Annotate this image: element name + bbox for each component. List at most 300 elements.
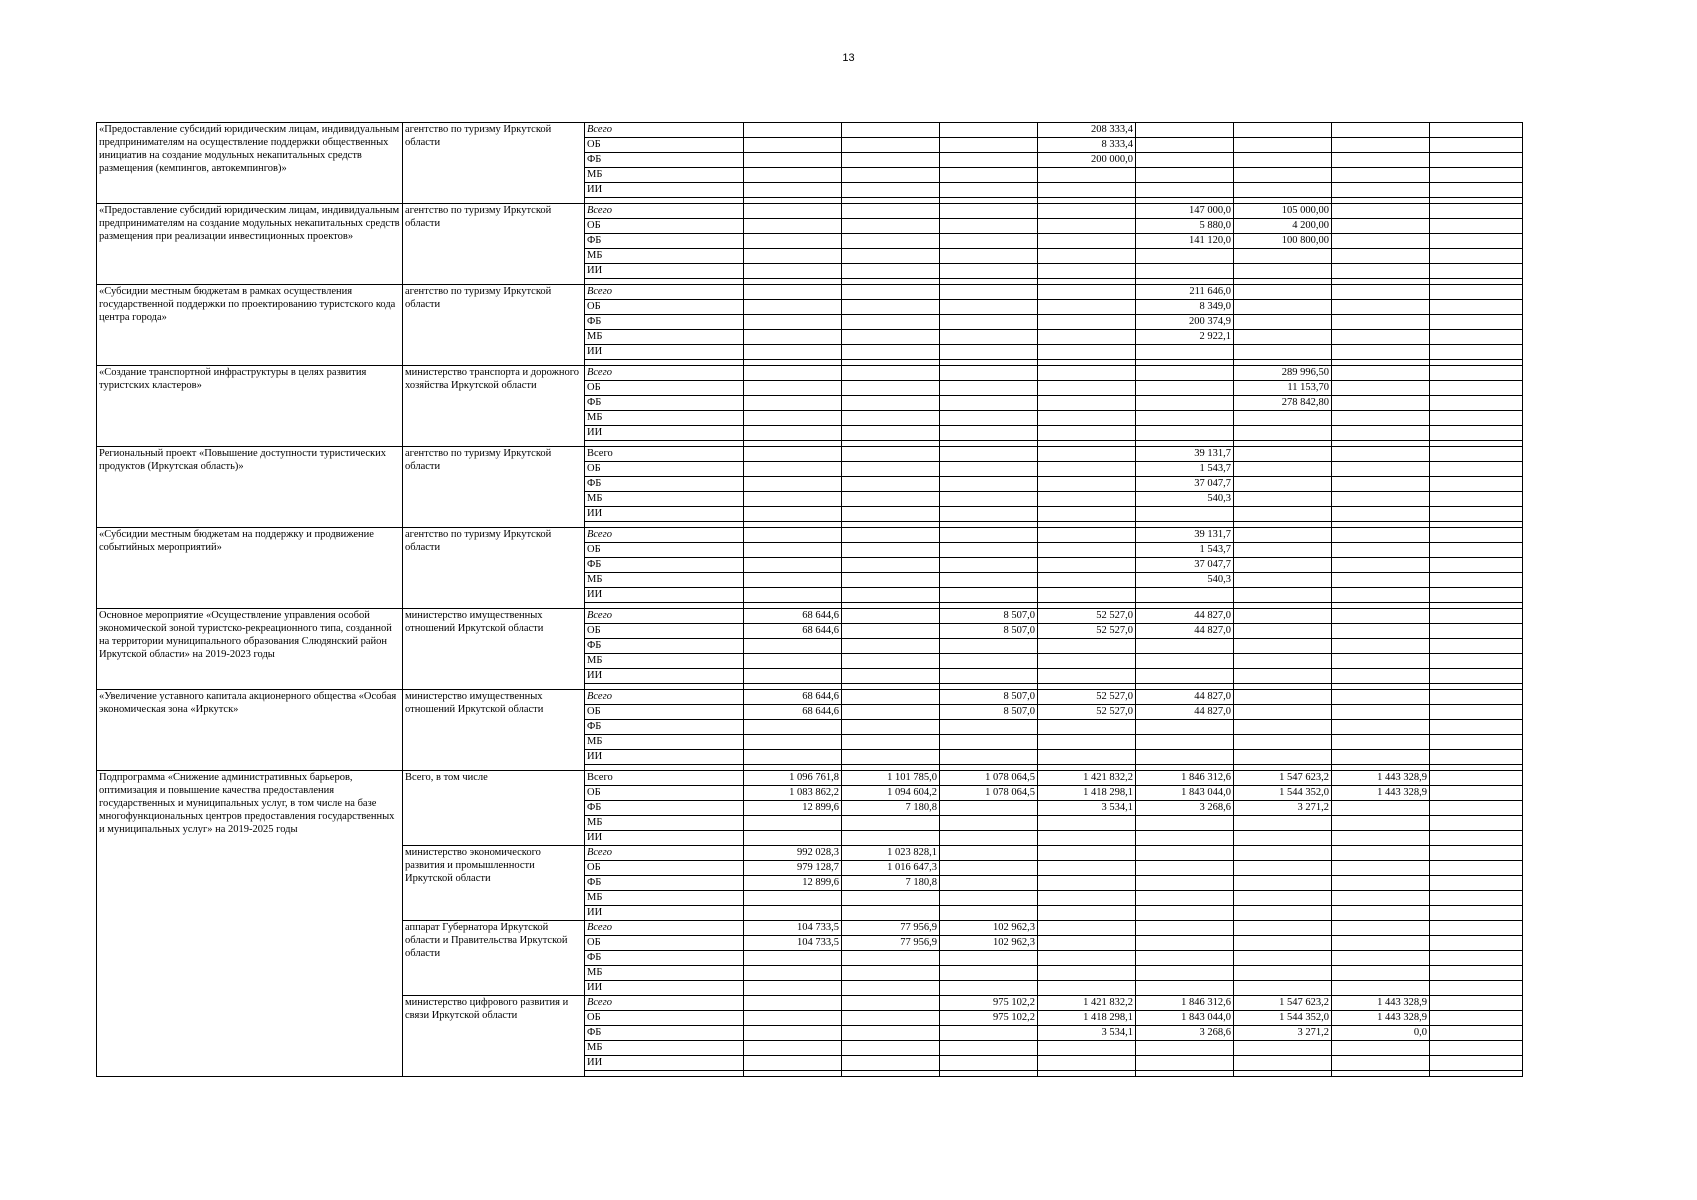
value-cell [1430,558,1523,573]
value-cell [744,345,842,360]
value-cell: 44 827,0 [1136,624,1234,639]
value-cell [842,234,940,249]
funding-source: МБ [585,966,744,981]
value-cell [1332,735,1430,750]
value-cell [842,492,940,507]
funding-source: ФБ [585,558,744,573]
spacer-cell [1332,1071,1430,1077]
value-cell [1430,507,1523,522]
value-cell [1038,264,1136,279]
value-cell: 1 843 044,0 [1136,786,1234,801]
value-cell [744,543,842,558]
value-cell [1332,507,1430,522]
value-cell [1430,876,1523,891]
value-cell [1038,936,1136,951]
value-cell [1038,204,1136,219]
value-cell [1430,654,1523,669]
value-cell [842,966,940,981]
funding-source: Всего [585,846,744,861]
value-cell [1136,951,1234,966]
value-cell [1234,936,1332,951]
funding-source: ИИ [585,1056,744,1071]
value-cell: 1 078 064,5 [940,786,1038,801]
value-cell [1234,1056,1332,1071]
value-cell [1430,669,1523,684]
value-cell [1234,669,1332,684]
value-cell [842,477,940,492]
value-cell: 1 443 328,9 [1332,786,1430,801]
value-cell: 1 544 352,0 [1234,786,1332,801]
executor-cell: министерство цифрового развития и связи Иркутской области [403,996,585,1077]
value-cell [842,906,940,921]
value-cell [1430,936,1523,951]
value-cell [842,345,940,360]
value-cell: 208 333,4 [1038,123,1136,138]
measure-name: «Субсидии местным бюджетам в рамках осуществления государственной поддержки по проектированию туристского кода центра города» [97,285,403,366]
value-cell [1234,300,1332,315]
funding-source: ФБ [585,639,744,654]
value-cell [940,951,1038,966]
value-cell: 8 333,4 [1038,138,1136,153]
executor-cell: министерство имущественных отношений Иркутской области [403,690,585,771]
table-row [97,771,1523,786]
value-cell [1430,951,1523,966]
value-cell [842,168,940,183]
value-cell [1430,1026,1523,1041]
value-cell [940,735,1038,750]
value-cell [1332,492,1430,507]
value-cell [940,492,1038,507]
value-cell [842,1056,940,1071]
value-cell [1332,543,1430,558]
table-row [97,690,1523,705]
value-cell: 278 842,80 [1234,396,1332,411]
value-cell: 5 880,0 [1136,219,1234,234]
value-cell [1038,234,1136,249]
value-cell [1430,996,1523,1011]
value-cell [1332,1041,1430,1056]
value-cell [1038,735,1136,750]
value-cell [1332,381,1430,396]
value-cell [842,138,940,153]
value-cell [744,396,842,411]
value-cell: 12 899,6 [744,876,842,891]
value-cell [1332,330,1430,345]
value-cell [744,654,842,669]
value-cell [940,153,1038,168]
value-cell [1332,396,1430,411]
funding-source: ИИ [585,906,744,921]
funding-source: ИИ [585,588,744,603]
spacer-cell [940,1071,1038,1077]
funding-source: МБ [585,1041,744,1056]
value-cell: 1 547 623,2 [1234,996,1332,1011]
value-cell [1234,831,1332,846]
value-cell [940,204,1038,219]
value-cell [744,315,842,330]
value-cell [1136,183,1234,198]
value-cell [744,447,842,462]
value-cell [744,528,842,543]
value-cell [1332,639,1430,654]
value-cell [1136,588,1234,603]
value-cell [842,381,940,396]
value-cell [1234,966,1332,981]
value-cell [1430,639,1523,654]
value-cell [1234,846,1332,861]
table-row [97,528,1523,543]
value-cell [1430,219,1523,234]
value-cell [1332,981,1430,996]
value-cell [1332,654,1430,669]
value-cell [842,750,940,765]
measure-name: Основное мероприятие «Осуществление управления особой экономической зоной туристско-рекреационного типа, созданной на территории муниципального образования Слюдянский район Иркутской области» на 2019-2023 годы [97,609,403,690]
value-cell: 540,3 [1136,492,1234,507]
value-cell [1430,123,1523,138]
funding-source: Всего [585,921,744,936]
value-cell [744,1056,842,1071]
table-row [97,447,1523,462]
value-cell [1038,300,1136,315]
value-cell [1332,876,1430,891]
value-cell [940,1026,1038,1041]
value-cell: 11 153,70 [1234,381,1332,396]
value-cell [1136,936,1234,951]
value-cell [940,381,1038,396]
value-cell [1234,891,1332,906]
value-cell [744,966,842,981]
funding-source: ОБ [585,543,744,558]
budget-table [96,122,1523,1077]
funding-source: ФБ [585,477,744,492]
value-cell [940,477,1038,492]
value-cell: 3 534,1 [1038,1026,1136,1041]
value-cell [1234,330,1332,345]
value-cell [744,588,842,603]
value-cell [744,183,842,198]
value-cell [1234,138,1332,153]
value-cell [1430,285,1523,300]
value-cell [1234,750,1332,765]
value-cell [940,507,1038,522]
value-cell [842,183,940,198]
value-cell: 1 096 761,8 [744,771,842,786]
value-cell: 12 899,6 [744,801,842,816]
value-cell [1430,750,1523,765]
measure-name: Подпрограмма «Снижение административных барьеров, оптимизация и повышение качества предоставления государственных и муниципальных услуг, в том числе на базе многофункциональных центров предоставления государственных и муниципальных услуг» на 2019-2025 годы [97,771,403,1077]
funding-source: ФБ [585,951,744,966]
value-cell [1136,876,1234,891]
measure-name: Региональный проект «Повышение доступности туристических продуктов (Иркутская область)» [97,447,403,528]
value-cell [842,891,940,906]
executor-cell: министерство экономического развития и промышленности Иркутской области [403,846,585,921]
measure-name: «Создание транспортной инфраструктуры в целях развития туристских кластеров» [97,366,403,447]
value-cell [1332,831,1430,846]
value-cell: 102 962,3 [940,921,1038,936]
value-cell [1038,921,1136,936]
value-cell: 979 128,7 [744,861,842,876]
value-cell [1430,705,1523,720]
funding-source: ФБ [585,153,744,168]
value-cell [842,543,940,558]
value-cell [1430,846,1523,861]
value-cell [1332,168,1430,183]
value-cell [1038,507,1136,522]
funding-source: Всего [585,690,744,705]
value-cell [1332,477,1430,492]
value-cell [842,609,940,624]
funding-source: ФБ [585,720,744,735]
value-cell [1234,558,1332,573]
funding-source: ИИ [585,981,744,996]
value-cell [1430,462,1523,477]
funding-source: ОБ [585,705,744,720]
value-cell [940,315,1038,330]
value-cell [842,411,940,426]
executor-cell: Всего, в том числе [403,771,585,846]
value-cell [1430,1011,1523,1026]
value-cell [940,264,1038,279]
value-cell [1430,1041,1523,1056]
value-cell [842,153,940,168]
value-cell [842,330,940,345]
value-cell [1038,168,1136,183]
value-cell [1430,381,1523,396]
funding-source: ФБ [585,801,744,816]
value-cell [1038,846,1136,861]
value-cell [1038,285,1136,300]
value-cell [842,816,940,831]
funding-source: ОБ [585,138,744,153]
value-cell [1430,588,1523,603]
value-cell [1234,315,1332,330]
value-cell [1136,1041,1234,1056]
value-cell [940,462,1038,477]
value-cell [1136,639,1234,654]
value-cell [744,669,842,684]
value-cell [1234,345,1332,360]
value-cell [1038,951,1136,966]
spacer-cell [842,1071,940,1077]
value-cell: 105 000,00 [1234,204,1332,219]
value-cell [1332,966,1430,981]
value-cell [1332,669,1430,684]
value-cell: 104 733,5 [744,936,842,951]
value-cell [1038,876,1136,891]
value-cell [940,906,1038,921]
measure-name: «Предоставление субсидий юридическим лицам, индивидуальным предпринимателям на создание модульных некапитальных средств размещения при реализации инвестиционных проектов» [97,204,403,285]
value-cell: 68 644,6 [744,624,842,639]
value-cell [1136,735,1234,750]
value-cell: 540,3 [1136,573,1234,588]
value-cell: 4 200,00 [1234,219,1332,234]
funding-source: Всего [585,528,744,543]
value-cell: 289 996,50 [1234,366,1332,381]
value-cell [1234,543,1332,558]
value-cell [1332,558,1430,573]
value-cell [744,1011,842,1026]
value-cell [1234,861,1332,876]
value-cell: 1 443 328,9 [1332,1011,1430,1026]
value-cell [744,477,842,492]
value-cell [1136,381,1234,396]
value-cell [1332,249,1430,264]
value-cell [1430,906,1523,921]
value-cell [940,411,1038,426]
value-cell [1332,720,1430,735]
value-cell [1234,624,1332,639]
value-cell [1038,906,1136,921]
value-cell [842,507,940,522]
value-cell: 1 078 064,5 [940,771,1038,786]
value-cell: 44 827,0 [1136,705,1234,720]
value-cell: 1 101 785,0 [842,771,940,786]
value-cell [1332,816,1430,831]
value-cell: 7 180,8 [842,876,940,891]
value-cell [1234,573,1332,588]
value-cell [940,981,1038,996]
spacer-cell [1038,1071,1136,1077]
value-cell [940,720,1038,735]
value-cell [1038,750,1136,765]
value-cell [1038,861,1136,876]
value-cell [1430,735,1523,750]
funding-source: МБ [585,654,744,669]
value-cell [842,690,940,705]
value-cell [744,234,842,249]
value-cell [1430,690,1523,705]
value-cell [1136,153,1234,168]
funding-source: МБ [585,816,744,831]
value-cell [1332,528,1430,543]
value-cell [1332,285,1430,300]
executor-cell: агентство по туризму Иркутской области [403,528,585,609]
value-cell [842,123,940,138]
value-cell [1234,1041,1332,1056]
value-cell [1430,624,1523,639]
value-cell [940,558,1038,573]
value-cell: 1 547 623,2 [1234,771,1332,786]
funding-source: ИИ [585,264,744,279]
value-cell [1234,507,1332,522]
value-cell [1038,447,1136,462]
value-cell [1038,573,1136,588]
value-cell [1234,447,1332,462]
value-cell [842,315,940,330]
value-cell [1038,315,1136,330]
value-cell [1038,411,1136,426]
value-cell [1430,249,1523,264]
value-cell [1136,906,1234,921]
value-cell [744,285,842,300]
value-cell [1136,264,1234,279]
value-cell [1038,639,1136,654]
value-cell: 147 000,0 [1136,204,1234,219]
value-cell [1234,168,1332,183]
funding-source: МБ [585,573,744,588]
value-cell: 3 268,6 [1136,801,1234,816]
value-cell [1136,750,1234,765]
value-cell [1136,396,1234,411]
value-cell [1430,861,1523,876]
value-cell [1430,816,1523,831]
value-cell [940,249,1038,264]
value-cell: 1 443 328,9 [1332,996,1430,1011]
value-cell [1234,639,1332,654]
value-cell [1234,264,1332,279]
value-cell [744,1041,842,1056]
value-cell [1038,720,1136,735]
funding-source: МБ [585,330,744,345]
value-cell [1136,831,1234,846]
value-cell [940,588,1038,603]
value-cell: 1 544 352,0 [1234,1011,1332,1026]
value-cell [1332,123,1430,138]
value-cell [940,366,1038,381]
value-cell: 2 922,1 [1136,330,1234,345]
value-cell [1136,168,1234,183]
value-cell [1136,981,1234,996]
value-cell [1234,906,1332,921]
value-cell [1038,528,1136,543]
value-cell [744,816,842,831]
value-cell: 211 646,0 [1136,285,1234,300]
value-cell [1430,543,1523,558]
funding-source: МБ [585,735,744,750]
value-cell [842,639,940,654]
value-cell [744,153,842,168]
value-cell [940,447,1038,462]
value-cell: 1 023 828,1 [842,846,940,861]
value-cell [744,720,842,735]
funding-source: МБ [585,492,744,507]
value-cell: 975 102,2 [940,996,1038,1011]
value-cell [1332,750,1430,765]
value-cell [842,219,940,234]
executor-cell: министерство имущественных отношений Иркутской области [403,609,585,690]
table-row [97,123,1523,138]
spacer-cell [1430,1071,1523,1077]
value-cell [1332,315,1430,330]
value-cell [1038,1041,1136,1056]
value-cell [842,720,940,735]
value-cell [1332,426,1430,441]
value-cell [940,1056,1038,1071]
value-cell [1038,249,1136,264]
budget-table-body [97,123,1523,1077]
value-cell: 77 956,9 [842,921,940,936]
measure-name: «Увеличение уставного капитала акционерного общества «Особая экономическая зона «Иркутск» [97,690,403,771]
value-cell [842,705,940,720]
value-cell [842,981,940,996]
value-cell [1332,345,1430,360]
value-cell [940,330,1038,345]
value-cell [1038,381,1136,396]
value-cell [940,543,1038,558]
value-cell [842,366,940,381]
value-cell [744,750,842,765]
value-cell [940,654,1038,669]
value-cell [1430,609,1523,624]
value-cell [1038,558,1136,573]
value-cell [1332,861,1430,876]
value-cell: 1 543,7 [1136,543,1234,558]
funding-source: ОБ [585,786,744,801]
funding-source: ОБ [585,219,744,234]
value-cell [842,573,940,588]
value-cell [842,624,940,639]
value-cell [1038,183,1136,198]
